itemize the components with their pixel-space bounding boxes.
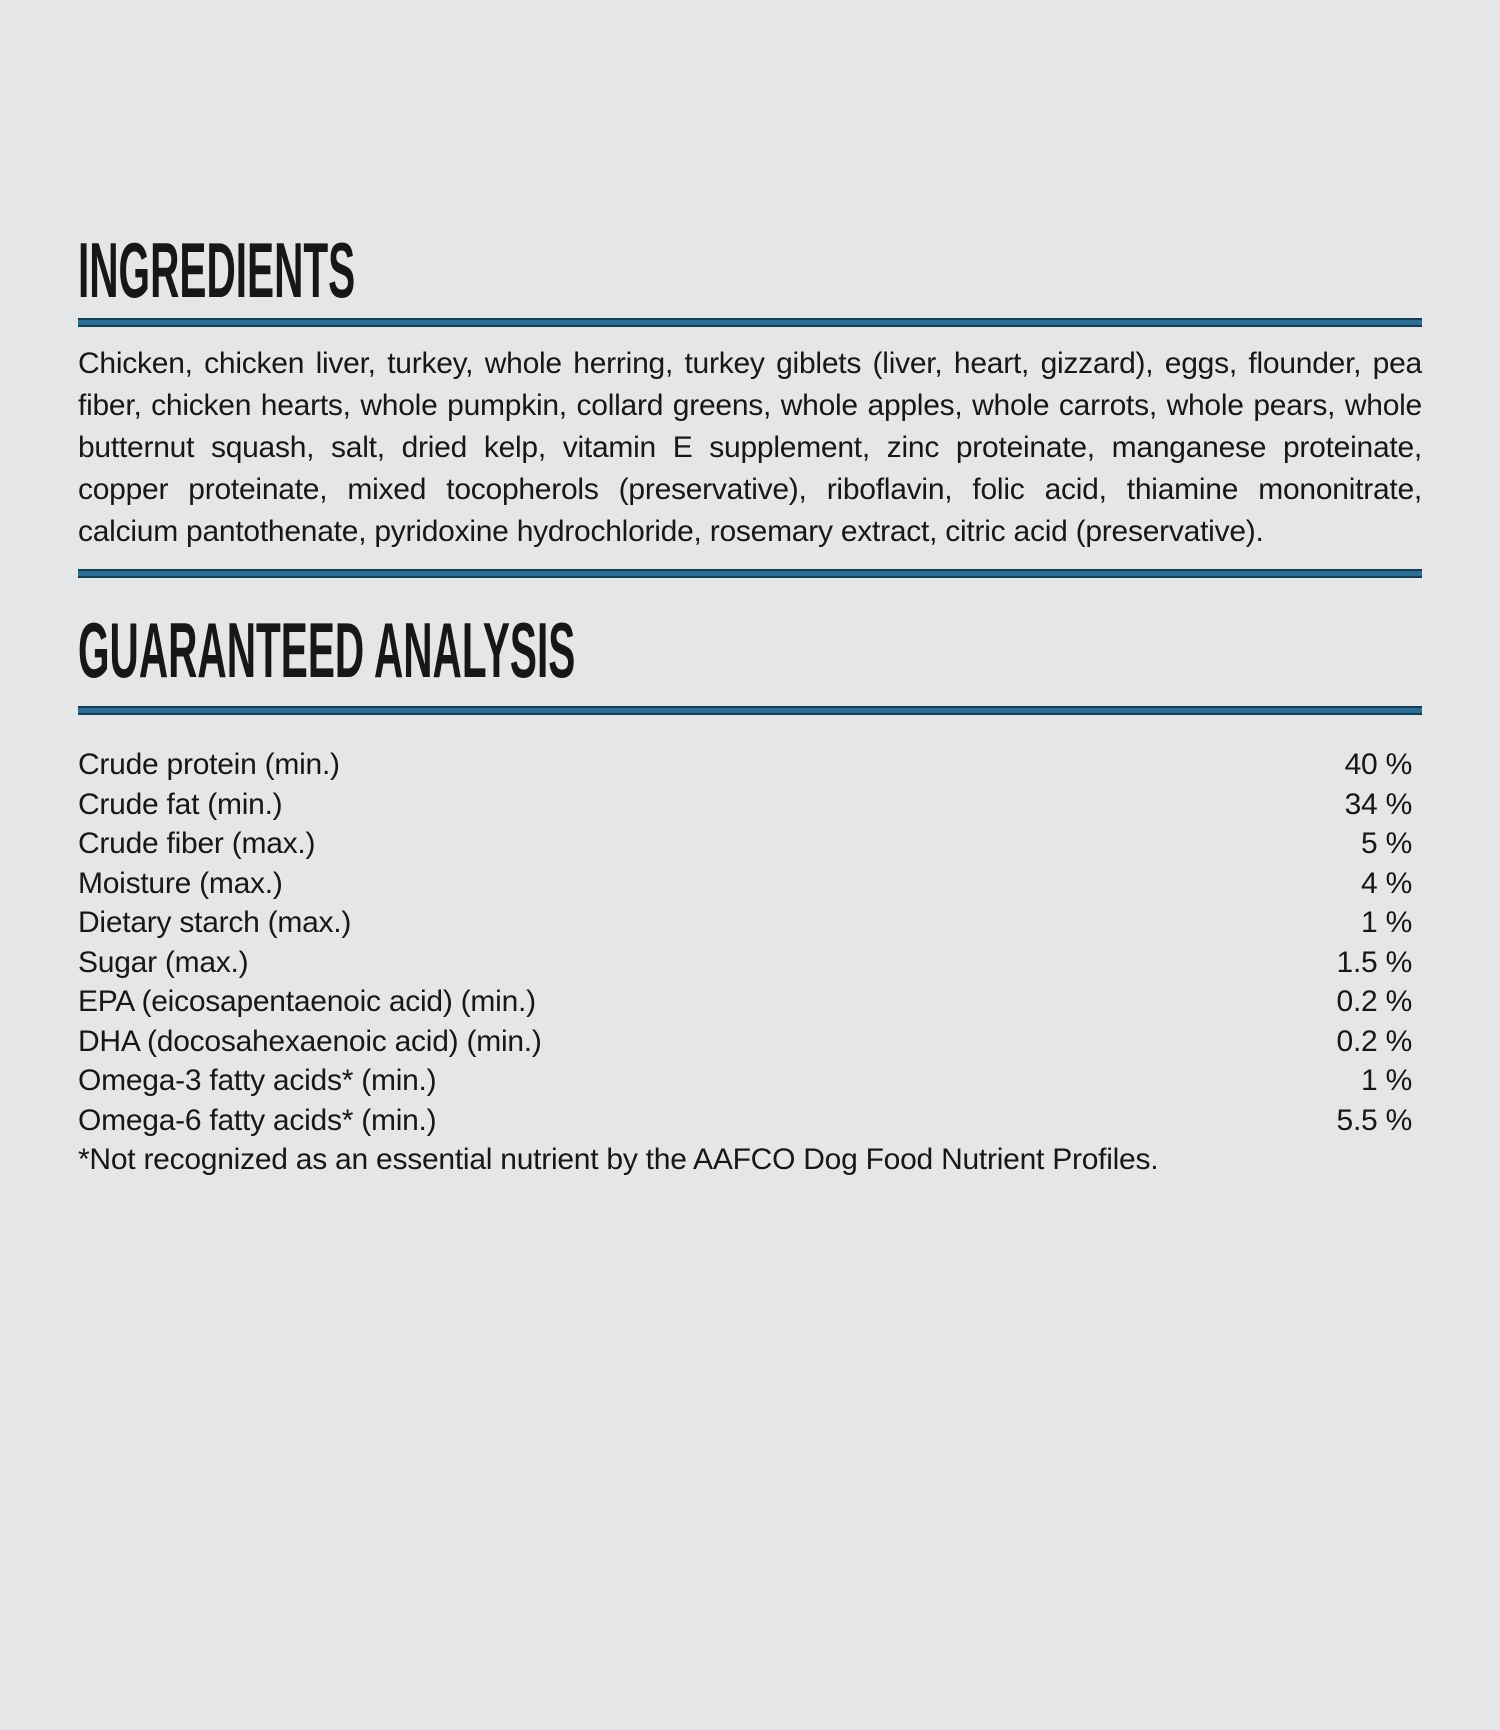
analysis-row-value: 4 % [1361, 866, 1412, 900]
analysis-row-value: 1.5 % [1336, 945, 1412, 979]
analysis-row [78, 864, 1422, 904]
analysis-row [78, 745, 1422, 785]
analysis-row-value: 0.2 % [1336, 1024, 1412, 1058]
label-content [0, 226, 1500, 1180]
analysis-row-value: 40 % [1344, 748, 1412, 781]
analysis-row [78, 982, 1422, 1022]
ingredients-heading [78, 226, 1422, 314]
analysis-row-label: Crude fiber (max.) [78, 827, 316, 860]
pet-food-label-panel [0, 226, 1500, 1730]
analysis-row-label: DHA (docosahexaenoic acid) (min.) [78, 1024, 542, 1058]
aafco-footnote: *Not recognized as an essential nutrient by the AAFCO Dog Food Nutrient Profiles. [78, 1143, 1159, 1176]
analysis-row [78, 1061, 1422, 1101]
ingredients-heading-text: INGREDIENTS [78, 226, 356, 314]
analysis-row-value: 1 % [1361, 906, 1412, 939]
analysis-row-label: Omega-3 fatty acids* (min.) [78, 1064, 437, 1097]
guaranteed-analysis-heading [78, 606, 1422, 694]
ingredients-paragraph: Chicken, chicken liver, turkey, whole herring, turkey giblets (liver, heart, gizzard), eggs, flounder, pea fiber, chicken hearts, whole pumpkin, collard greens, whole apples, whole carrots, whole pears, whole butternut squash, salt, dried kelp, vitamin E supplement, zinc proteinate, manganese proteinate, copper proteinate, mixed tocopherols (preservative), riboflavin, folic acid, thiamine mononitrate, calcium pantothenate, pyridoxine hydrochloride, rosemary extract, citric acid (preservative). [78, 347, 1422, 548]
analysis-row-value: 5.5 % [1336, 1103, 1412, 1137]
analysis-row [78, 1101, 1422, 1141]
analysis-row-value: 1 % [1361, 1064, 1412, 1097]
analysis-row-label: Dietary starch (max.) [78, 906, 352, 939]
divider-rule-analysis [78, 706, 1422, 715]
analysis-row [78, 903, 1422, 943]
analysis-row-value: 0.2 % [1336, 985, 1412, 1018]
analysis-row-value: 5 % [1361, 827, 1412, 860]
analysis-row-label: Sugar (max.) [78, 945, 249, 979]
analysis-row [78, 1022, 1422, 1062]
guaranteed-analysis-heading-text: GUARANTEED ANALYSIS [78, 606, 576, 694]
analysis-row-label: Crude fat (min.) [78, 787, 283, 821]
analysis-row-label: Moisture (max.) [78, 866, 283, 900]
guaranteed-analysis-table [78, 745, 1422, 1140]
analysis-row-label: Crude protein (min.) [78, 748, 340, 781]
divider-rule-top [78, 318, 1422, 327]
analysis-row [78, 785, 1422, 825]
analysis-row-label: EPA (eicosapentaenoic acid) (min.) [78, 985, 536, 1018]
analysis-row-value: 34 % [1344, 787, 1412, 821]
divider-rule-middle [78, 569, 1422, 578]
analysis-row-label: Omega-6 fatty acids* (min.) [78, 1103, 437, 1137]
analysis-row [78, 824, 1422, 864]
analysis-row [78, 943, 1422, 983]
